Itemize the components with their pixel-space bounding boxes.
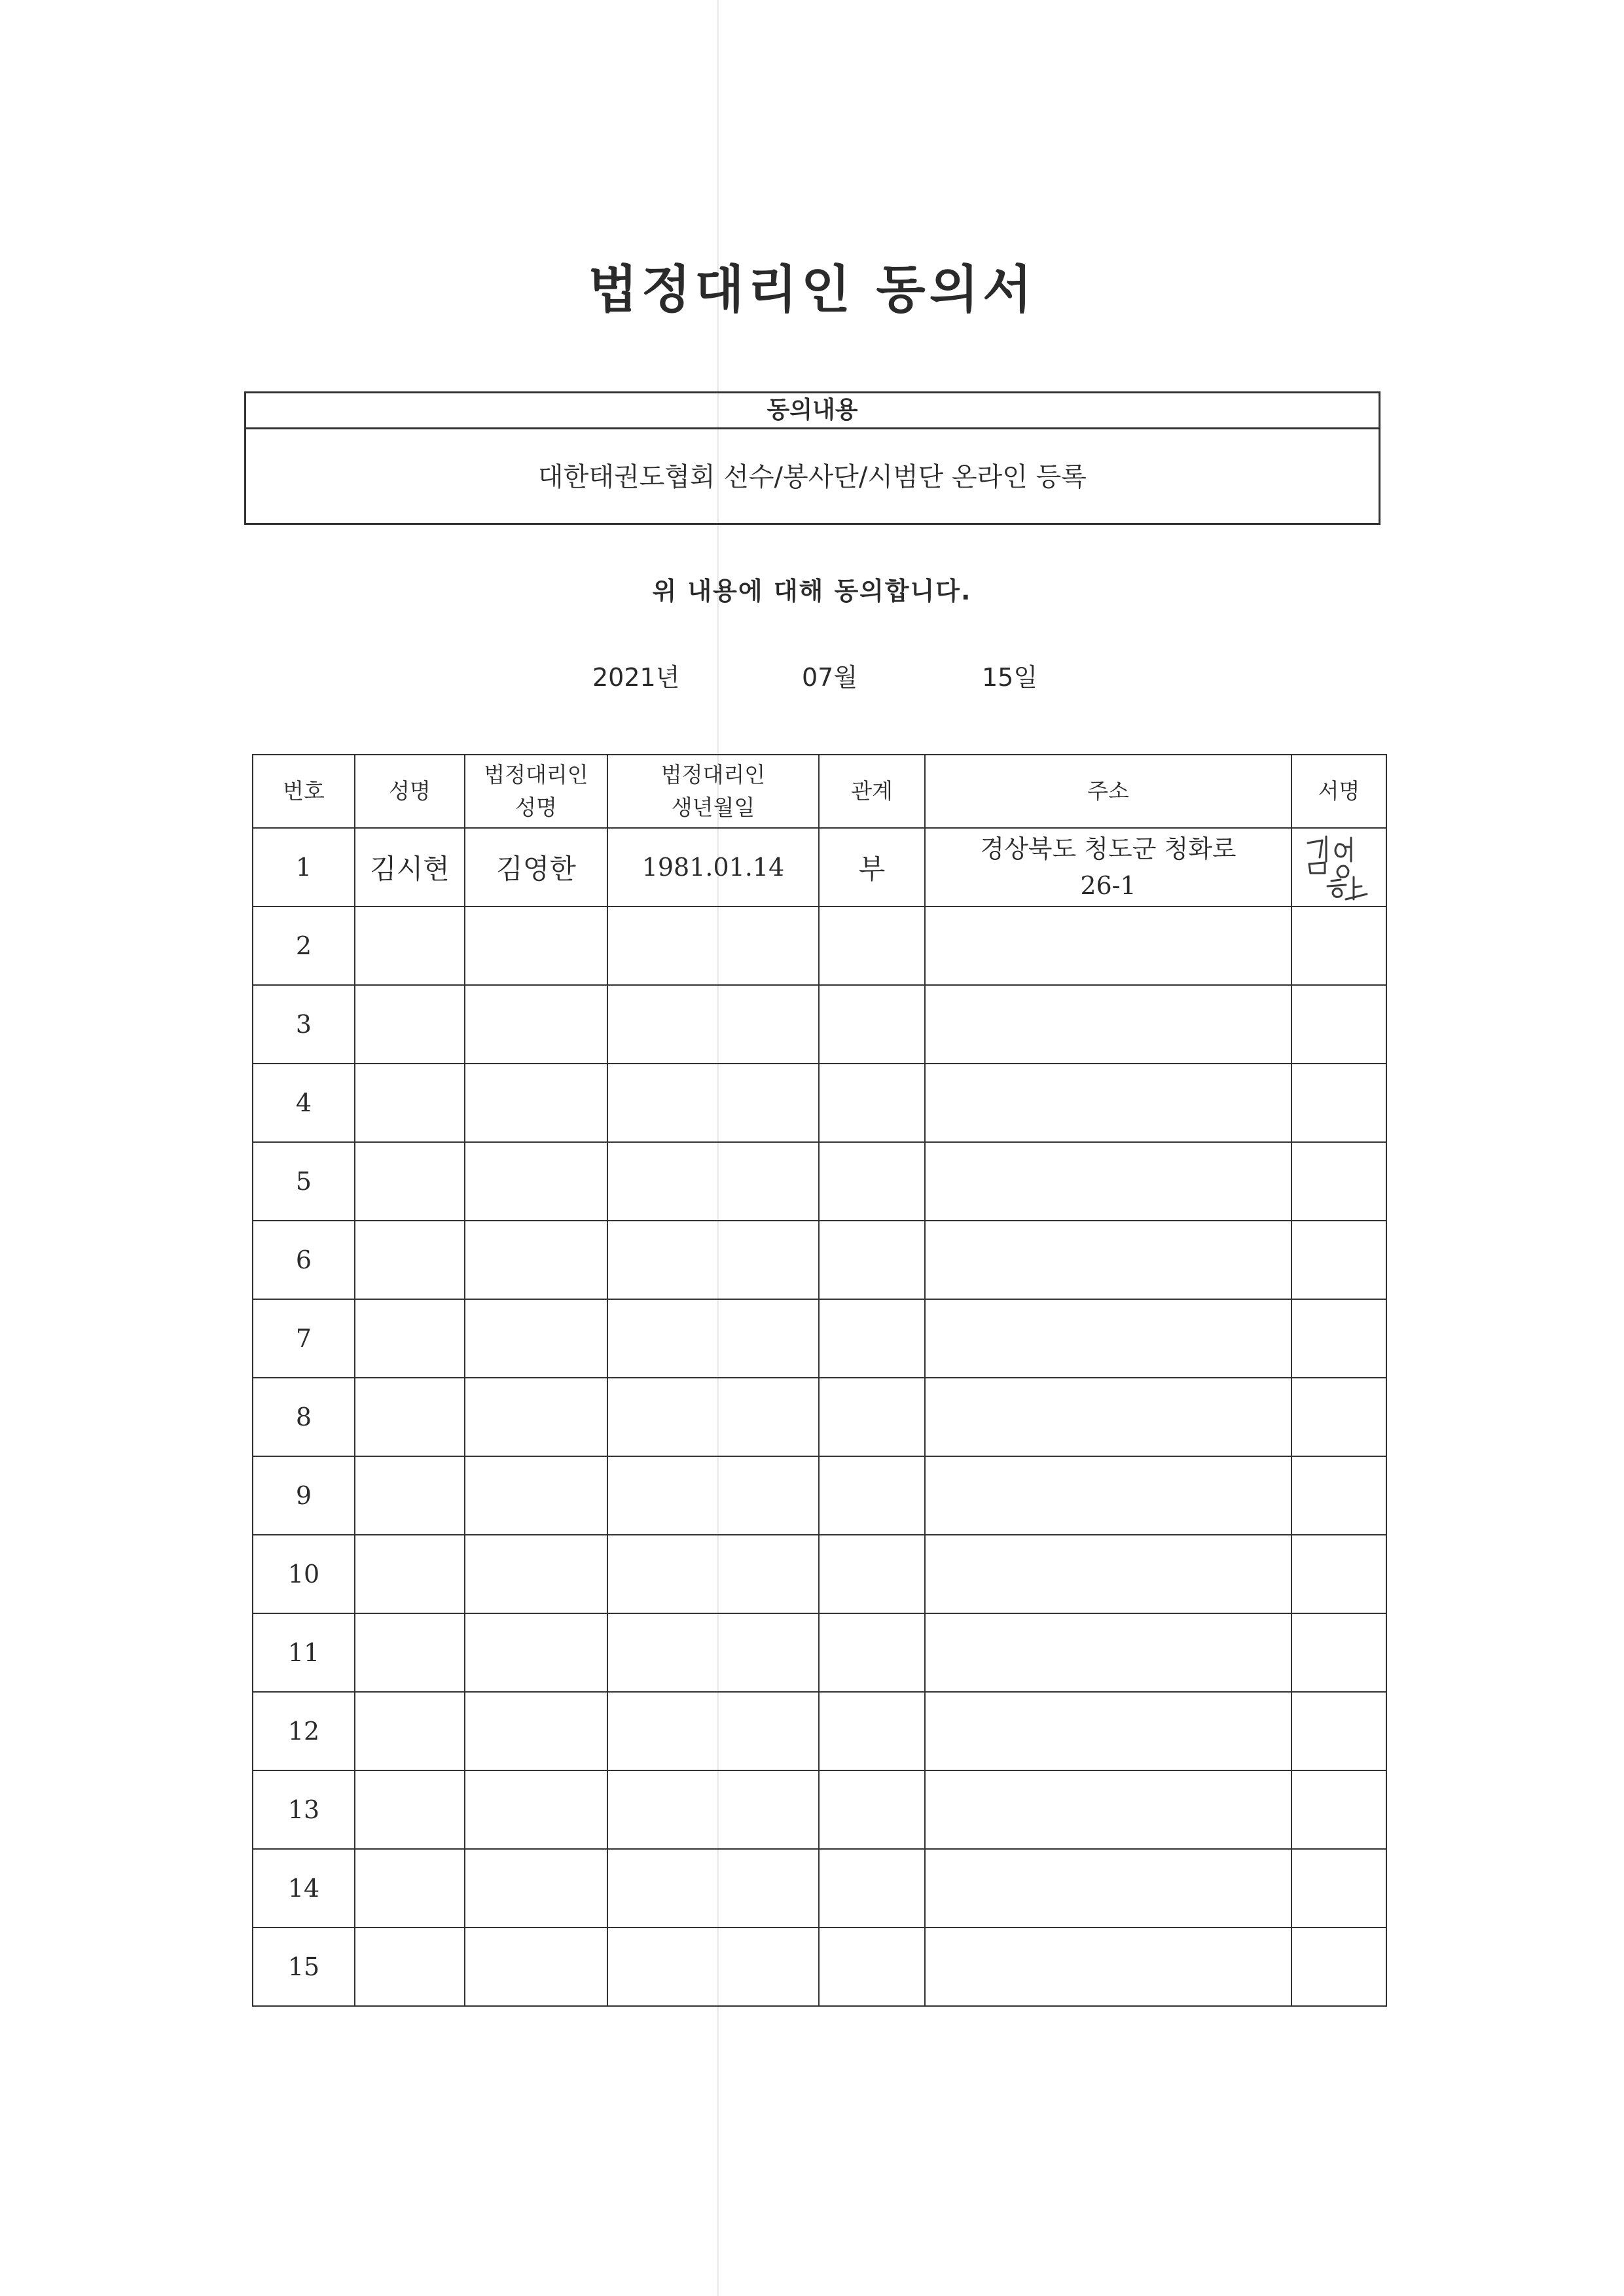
empty-cell: [1291, 1064, 1386, 1142]
empty-cell: [1291, 1692, 1386, 1770]
address: [925, 828, 1291, 906]
empty-cell: [465, 1849, 607, 1928]
empty-cell: [925, 1535, 1291, 1613]
table-row: [253, 828, 1386, 906]
row-number: 14: [253, 1849, 355, 1928]
empty-cell: [819, 1378, 925, 1456]
header-guardian-birth-line2: 생년월일: [671, 795, 755, 820]
row-number: 15: [253, 1928, 355, 2006]
row-number: 7: [253, 1299, 355, 1378]
empty-cell: [465, 1299, 607, 1378]
empty-cell: [465, 1535, 607, 1613]
table-row: [253, 1613, 1386, 1692]
empty-cell: [355, 1849, 465, 1928]
header-relation: 관계: [819, 755, 925, 828]
date-month: 07월: [802, 663, 858, 692]
empty-cell: [465, 1378, 607, 1456]
empty-cell: [819, 1142, 925, 1221]
table-row: [253, 1299, 1386, 1378]
empty-cell: [607, 1613, 819, 1692]
row-number: 9: [253, 1456, 355, 1535]
consent-box: [244, 391, 1380, 525]
empty-cell: [465, 1456, 607, 1535]
table-row: [253, 985, 1386, 1064]
empty-cell: [1291, 1142, 1386, 1221]
empty-cell: [925, 1142, 1291, 1221]
empty-cell: [1291, 1928, 1386, 2006]
empty-cell: [819, 1613, 925, 1692]
empty-cell: [465, 1142, 607, 1221]
table-header-row: [253, 755, 1386, 828]
empty-cell: [819, 1849, 925, 1928]
empty-cell: [355, 1928, 465, 2006]
empty-cell: [465, 1770, 607, 1849]
table-row: [253, 1142, 1386, 1221]
empty-cell: [607, 1692, 819, 1770]
table-row: [253, 1064, 1386, 1142]
table-row: [253, 1928, 1386, 2006]
empty-cell: [355, 1456, 465, 1535]
empty-cell: [355, 1299, 465, 1378]
empty-cell: [465, 1692, 607, 1770]
empty-cell: [1291, 1613, 1386, 1692]
guardian-table: [252, 754, 1387, 2007]
header-name: 성명: [355, 755, 465, 828]
row-number: 12: [253, 1692, 355, 1770]
header-guardian-name-line1: 법정대리인: [484, 762, 588, 787]
empty-cell: [819, 1064, 925, 1142]
empty-cell: [1291, 1456, 1386, 1535]
empty-cell: [1291, 1849, 1386, 1928]
relation: 부: [819, 828, 925, 906]
empty-cell: [355, 1770, 465, 1849]
empty-cell: [1291, 906, 1386, 985]
empty-cell: [819, 1692, 925, 1770]
row-number: 4: [253, 1064, 355, 1142]
consent-header: 동의내용: [246, 393, 1379, 429]
table-row: [253, 1849, 1386, 1928]
date-year: 2021년: [592, 663, 680, 692]
empty-cell: [925, 906, 1291, 985]
empty-cell: [607, 985, 819, 1064]
empty-cell: [819, 1221, 925, 1299]
address-line1: 경상북도 청도군 청화로: [980, 834, 1236, 863]
empty-cell: [819, 1456, 925, 1535]
header-address: 주소: [925, 755, 1291, 828]
empty-cell: [355, 1378, 465, 1456]
empty-cell: [925, 1849, 1291, 1928]
row-number: 1: [253, 828, 355, 906]
empty-cell: [925, 985, 1291, 1064]
empty-cell: [355, 906, 465, 985]
row-number: 13: [253, 1770, 355, 1849]
empty-cell: [1291, 1770, 1386, 1849]
empty-cell: [1291, 1299, 1386, 1378]
table-row: [253, 1221, 1386, 1299]
guardian-birthdate: 1981.01.14: [607, 828, 819, 906]
date-day: 15일: [982, 663, 1038, 692]
handwritten-signature: [1300, 831, 1379, 903]
header-no: 번호: [253, 755, 355, 828]
empty-cell: [1291, 985, 1386, 1064]
empty-cell: [607, 1142, 819, 1221]
empty-cell: [925, 1221, 1291, 1299]
empty-cell: [925, 1770, 1291, 1849]
empty-cell: [819, 1770, 925, 1849]
consent-content: 대한태권도협회 선수/봉사단/시범단 온라인 등록: [538, 462, 1087, 492]
empty-cell: [819, 1535, 925, 1613]
empty-cell: [607, 1770, 819, 1849]
student-name: 김시현: [355, 828, 465, 906]
address-line2: 26-1: [1080, 871, 1136, 900]
row-number: 2: [253, 906, 355, 985]
empty-cell: [465, 1613, 607, 1692]
guardian-name: 김영한: [465, 828, 607, 906]
table-row: [253, 1456, 1386, 1535]
row-number: 3: [253, 985, 355, 1064]
empty-cell: [1291, 1221, 1386, 1299]
header-signature: 서명: [1291, 755, 1386, 828]
table-row: [253, 1692, 1386, 1770]
empty-cell: [607, 1849, 819, 1928]
empty-cell: [607, 1928, 819, 2006]
header-guardian-name: [465, 755, 607, 828]
empty-cell: [925, 1299, 1291, 1378]
table-row: [253, 1770, 1386, 1849]
empty-cell: [819, 906, 925, 985]
empty-cell: [355, 1613, 465, 1692]
empty-cell: [465, 1928, 607, 2006]
agreement-statement: 위 내용에 대해 동의합니다.: [652, 577, 972, 605]
empty-cell: [607, 1064, 819, 1142]
table-row: [253, 1378, 1386, 1456]
empty-cell: [607, 1299, 819, 1378]
empty-cell: [925, 1456, 1291, 1535]
row-number: 10: [253, 1535, 355, 1613]
row-number: 5: [253, 1142, 355, 1221]
empty-cell: [925, 1692, 1291, 1770]
empty-cell: [355, 1221, 465, 1299]
empty-cell: [465, 985, 607, 1064]
empty-cell: [925, 1928, 1291, 2006]
empty-cell: [819, 1299, 925, 1378]
empty-cell: [925, 1378, 1291, 1456]
empty-cell: [607, 1378, 819, 1456]
empty-cell: [925, 1064, 1291, 1142]
empty-cell: [355, 985, 465, 1064]
table-row: [253, 906, 1386, 985]
empty-cell: [465, 1064, 607, 1142]
document-title: 법정대리인 동의서: [588, 260, 1036, 319]
empty-cell: [355, 1692, 465, 1770]
header-guardian-birth-line1: 법정대리인: [660, 762, 766, 787]
row-number: 8: [253, 1378, 355, 1456]
empty-cell: [607, 906, 819, 985]
empty-cell: [355, 1064, 465, 1142]
empty-cell: [607, 1535, 819, 1613]
table-row: [253, 1535, 1386, 1613]
empty-cell: [607, 1456, 819, 1535]
header-guardian-name-line2: 성명: [515, 795, 557, 820]
signature-cell: [1291, 828, 1386, 906]
empty-cell: [819, 985, 925, 1064]
empty-cell: [1291, 1535, 1386, 1613]
empty-cell: [1291, 1378, 1386, 1456]
row-number: 11: [253, 1613, 355, 1692]
empty-cell: [355, 1142, 465, 1221]
empty-cell: [925, 1613, 1291, 1692]
empty-cell: [465, 1221, 607, 1299]
header-guardian-birth: [607, 755, 819, 828]
empty-cell: [607, 1221, 819, 1299]
empty-cell: [819, 1928, 925, 2006]
empty-cell: [355, 1535, 465, 1613]
row-number: 6: [253, 1221, 355, 1299]
empty-cell: [465, 906, 607, 985]
